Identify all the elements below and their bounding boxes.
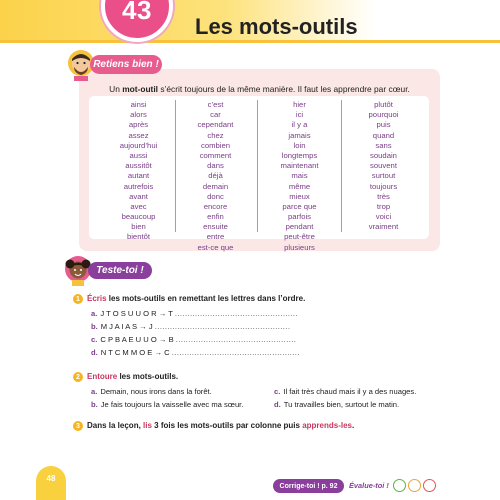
mot-outil-word: ensuite bbox=[203, 222, 228, 232]
item-letters: N T C M M O E → C bbox=[100, 348, 170, 357]
mot-outil-word: est-ce que bbox=[197, 242, 234, 252]
mot-outil-word: alors bbox=[130, 110, 147, 120]
mot-outil-word: beaucoup bbox=[121, 212, 156, 222]
word-column-1 bbox=[96, 100, 181, 243]
mot-outil-word: plutôt bbox=[374, 100, 393, 109]
exercise-2-title bbox=[87, 372, 178, 381]
mot-outil-word: jamais bbox=[288, 130, 311, 140]
evalue-label: Évalue-toi ! bbox=[349, 481, 389, 490]
answer-line[interactable]: ................................................... bbox=[171, 348, 300, 357]
ex2-verb: Entoure bbox=[87, 372, 118, 381]
page-number: 48 bbox=[46, 474, 56, 483]
mot-outil-word: surtout bbox=[371, 171, 396, 181]
rule-suffix: s’écrit toujours de la même manière. Il faut les apprendre par cœur. bbox=[158, 84, 410, 94]
mot-outil-word: assez bbox=[128, 130, 149, 140]
mot-outil-word: combien bbox=[200, 140, 231, 150]
mot-outil-word: aussitôt bbox=[125, 161, 152, 171]
mot-outil-word: mieux bbox=[289, 191, 310, 201]
mot-outil-word: hier bbox=[293, 100, 306, 109]
exercise-1-title bbox=[87, 294, 305, 303]
mot-outil-word: entre bbox=[206, 232, 225, 242]
rule-text bbox=[79, 84, 440, 94]
mot-outil-word: autant bbox=[127, 171, 150, 181]
mot-outil-word: voici bbox=[375, 212, 392, 222]
ex1-title-rest: les mots-outils en remettant les lettres dans l’ordre. bbox=[106, 294, 306, 303]
rule-prefix: Un bbox=[109, 84, 123, 94]
mot-outil-word: c’est bbox=[207, 100, 224, 109]
corrige-button[interactable]: Corrige-toi ! p. 92 bbox=[273, 479, 344, 493]
exercise-1-number: 1 bbox=[73, 294, 83, 304]
ex3-text: Dans la leçon, bbox=[87, 421, 144, 430]
mot-outil-word: très bbox=[377, 191, 390, 201]
sentence-text[interactable]: Je fais toujours la vaisselle avec ma sœur. bbox=[100, 400, 244, 409]
mot-outil-word: mais bbox=[291, 171, 308, 181]
sentence-text[interactable]: Demain, nous irons dans la forêt. bbox=[100, 387, 212, 396]
mot-outil-word: vraiment bbox=[368, 222, 399, 232]
ex3-verb-2: apprends-les bbox=[302, 421, 352, 430]
item-label: a. bbox=[91, 309, 98, 318]
eval-circle-orange[interactable] bbox=[408, 479, 421, 492]
mot-outil-word: il y a bbox=[291, 120, 308, 130]
mot-outil-word: soudain bbox=[370, 150, 397, 160]
mot-outil-word: toujours bbox=[369, 181, 398, 191]
answer-line[interactable]: ...................................................... bbox=[154, 322, 291, 331]
rule-bold: mot-outil bbox=[122, 84, 159, 94]
mot-outil-word: aussi bbox=[129, 150, 148, 160]
mot-outil-word: cependant bbox=[197, 120, 234, 130]
exercise-3-number: 3 bbox=[73, 421, 83, 431]
mot-outil-word: sans bbox=[375, 140, 392, 150]
teste-label: Teste-toi ! bbox=[88, 262, 152, 279]
mot-outil-word: dans bbox=[207, 161, 224, 171]
mot-outil-word: car bbox=[210, 110, 221, 120]
word-column-2 bbox=[173, 100, 258, 253]
mot-outil-word: trop bbox=[376, 201, 391, 211]
mot-outil-word: parce que bbox=[282, 201, 317, 211]
ex2-item-d[interactable] bbox=[274, 400, 399, 409]
mot-outil-word: avec bbox=[130, 201, 147, 211]
item-letters: J T O S U U O R → T bbox=[100, 309, 173, 318]
mot-outil-word: encore bbox=[203, 201, 228, 211]
ex2-item-a[interactable] bbox=[91, 387, 212, 396]
mot-outil-word: souvent bbox=[370, 161, 397, 171]
eval-circle-red[interactable] bbox=[423, 479, 436, 492]
item-label: b. bbox=[91, 400, 98, 409]
ex1-item-d[interactable] bbox=[91, 348, 300, 357]
ex3-verb-1: lis bbox=[143, 421, 152, 430]
mot-outil-word: bientôt bbox=[126, 232, 151, 242]
mot-outil-word: pourquoi bbox=[368, 110, 399, 120]
item-label: b. bbox=[91, 322, 98, 331]
item-letters: C P B A E U U O → B bbox=[100, 335, 174, 344]
ex1-item-b[interactable] bbox=[91, 322, 290, 331]
ex3-text: 3 fois les mots-outils par colonne puis bbox=[151, 421, 303, 430]
mot-outil-word: loin bbox=[293, 140, 306, 150]
ex1-item-a[interactable] bbox=[91, 309, 298, 318]
exercise-2-number: 2 bbox=[73, 372, 83, 382]
item-letters: M J A I A S → J bbox=[100, 322, 153, 331]
word-column-3 bbox=[257, 100, 342, 253]
ex2-item-c[interactable] bbox=[274, 387, 416, 396]
mot-outil-word: donc bbox=[207, 191, 224, 201]
item-label: c. bbox=[274, 387, 281, 396]
answer-line[interactable]: ................................................ bbox=[175, 335, 297, 344]
mot-outil-word: chez bbox=[207, 130, 224, 140]
page-title: Les mots-outils bbox=[195, 14, 358, 39]
ex1-item-c[interactable] bbox=[91, 335, 296, 344]
ex2-item-b[interactable] bbox=[91, 400, 243, 409]
item-label: d. bbox=[274, 400, 281, 409]
page-number-tab bbox=[36, 466, 66, 500]
item-label: a. bbox=[91, 387, 98, 396]
mot-outil-word: demain bbox=[202, 181, 229, 191]
ex2-title-rest: les mots-outils. bbox=[117, 372, 179, 381]
eval-circle-green[interactable] bbox=[393, 479, 406, 492]
exercise-3-title bbox=[87, 421, 354, 430]
item-label: c. bbox=[91, 335, 98, 344]
header-stripe bbox=[0, 40, 500, 43]
item-label: d. bbox=[91, 348, 98, 357]
mot-outil-word: peut-être bbox=[284, 232, 315, 242]
answer-line[interactable]: ................................................. bbox=[174, 309, 298, 318]
mot-outil-word: parfois bbox=[287, 212, 312, 222]
mot-outil-word: quand bbox=[372, 130, 395, 140]
mot-outil-word: aujourd’hui bbox=[119, 140, 158, 150]
ex1-verb: Écris bbox=[87, 294, 107, 303]
mot-outil-word: déjà bbox=[208, 171, 223, 181]
mot-outil-word: pendant bbox=[285, 222, 314, 232]
sentence-text[interactable]: Tu travailles bien, surtout le matin. bbox=[283, 400, 400, 409]
mot-outil-word: maintenant bbox=[280, 161, 319, 171]
mot-outil-word: comment bbox=[199, 150, 232, 160]
mot-outil-word: longtemps bbox=[281, 150, 318, 160]
mot-outil-word: puis bbox=[376, 120, 391, 130]
mot-outil-word: ainsi bbox=[130, 100, 147, 109]
ex3-text: . bbox=[351, 421, 355, 430]
sentence-text[interactable]: Il fait très chaud mais il y a des nuages. bbox=[283, 387, 417, 396]
mot-outil-word: bien bbox=[131, 222, 146, 232]
mot-outil-word: plusieurs bbox=[284, 242, 315, 252]
mot-outil-word: après bbox=[128, 120, 149, 130]
retiens-label: Retiens bien ! bbox=[90, 55, 162, 74]
mot-outil-word: enfin bbox=[207, 212, 224, 222]
mot-outil-word: ici bbox=[295, 110, 304, 120]
mot-outil-word: autrefois bbox=[123, 181, 154, 191]
word-column-4 bbox=[341, 100, 426, 232]
mot-outil-word: même bbox=[288, 181, 311, 191]
lesson-number: 43 bbox=[122, 0, 152, 25]
mot-outil-word: avant bbox=[129, 191, 148, 201]
